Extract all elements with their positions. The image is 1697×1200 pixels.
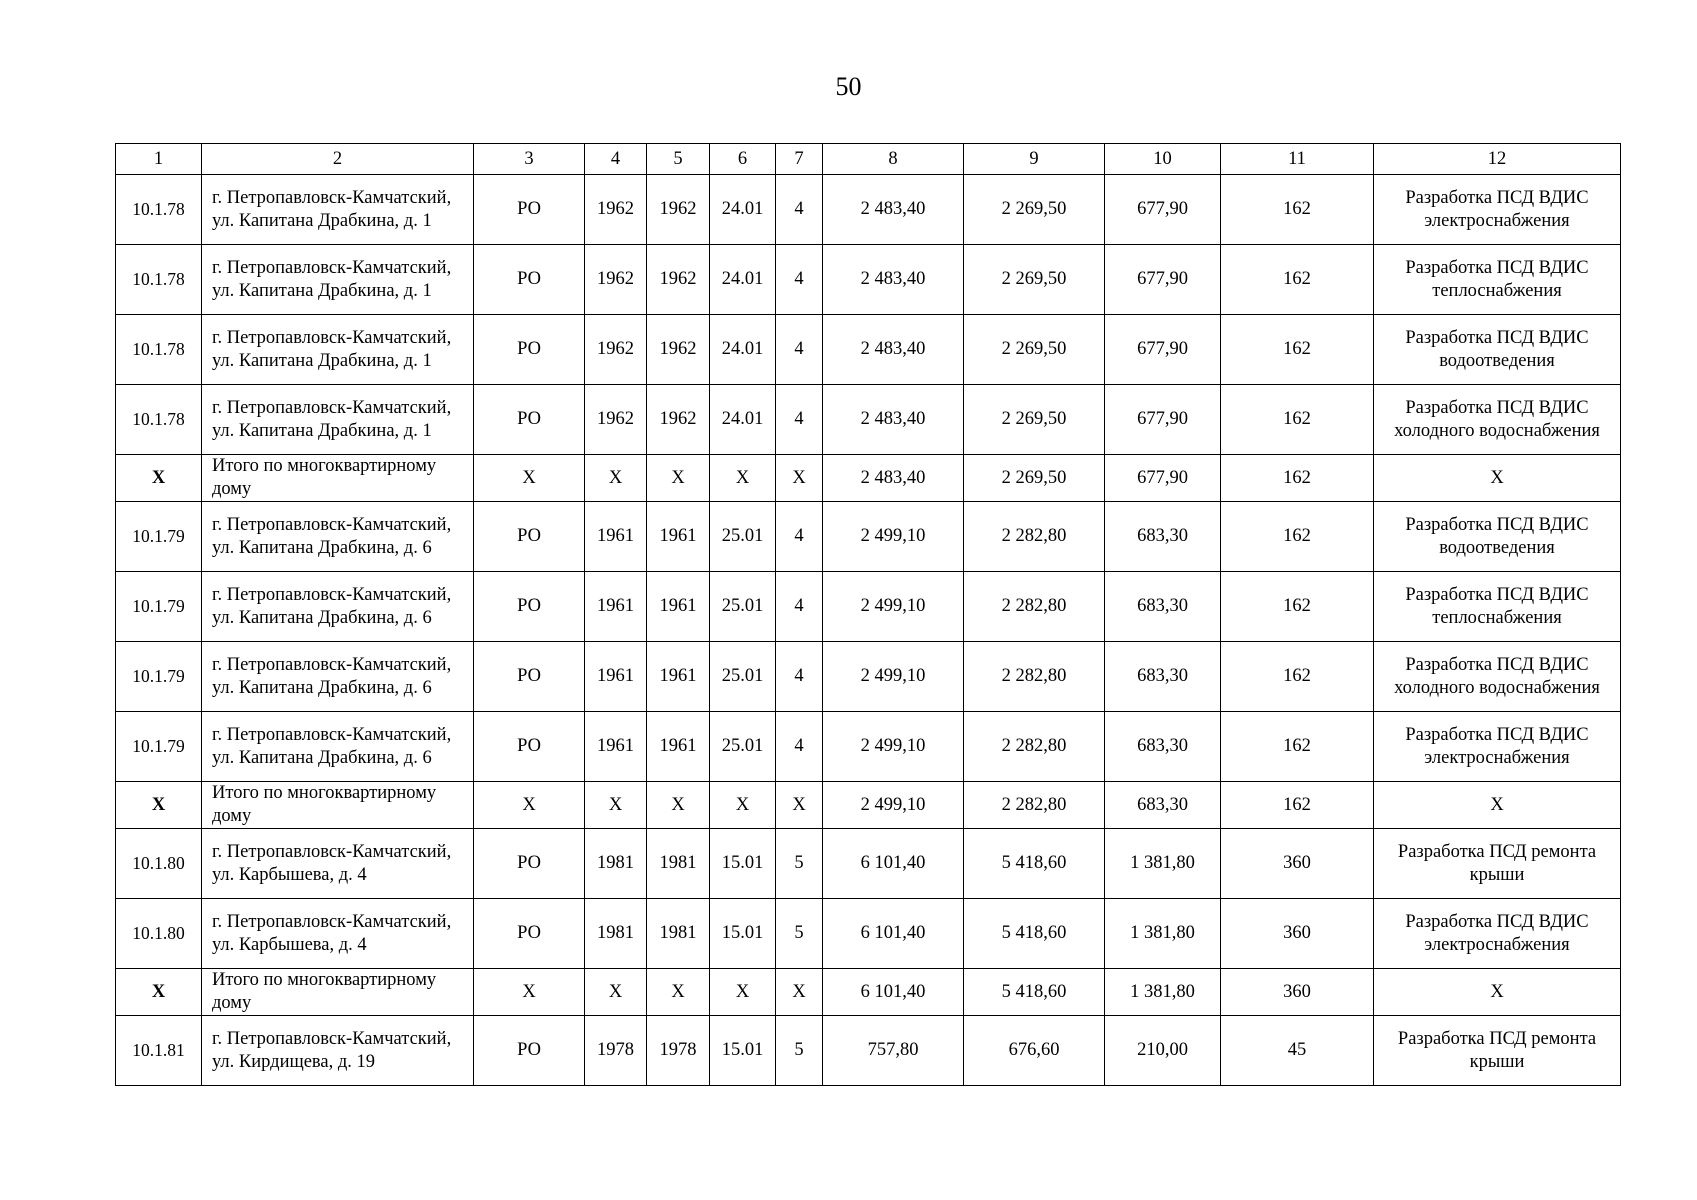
cell-year-commissioned: 1962 [647,315,710,385]
table-row [116,572,1621,642]
table-row [116,1016,1621,1086]
cell-nonresidential-area: 677,90 [1105,455,1221,502]
cell-total-area: 6 101,40 [823,829,964,899]
cell-item-number: 10.1.78 [116,175,202,245]
cell-nonresidential-area: 677,90 [1105,245,1221,315]
cell-year-commissioned: 1978 [647,1016,710,1086]
cell-code: X [710,455,776,502]
cell-nonresidential-area: 683,30 [1105,782,1221,829]
column-header-year-commissioned: 5 [647,144,710,175]
cell-address: Итого по многоквартирному дому [202,782,474,829]
cell-nonresidential-area: 683,30 [1105,712,1221,782]
cell-residents: 162 [1221,642,1374,712]
cell-year-built: 1961 [585,712,647,782]
cell-year-commissioned: 1961 [647,502,710,572]
cell-total-area: 2 499,10 [823,782,964,829]
cell-residents: 162 [1221,572,1374,642]
cell-code: 24.01 [710,315,776,385]
cell-code: 24.01 [710,245,776,315]
cell-code: 15.01 [710,1016,776,1086]
cell-residents: 45 [1221,1016,1374,1086]
cell-work-description: Разработка ПСД ВДИС водоотведения [1374,502,1621,572]
cell-address: г. Петропавловск-Камчатский, ул. Капитана Драбкина, д. 6 [202,502,474,572]
cell-address: г. Петропавловск-Камчатский, ул. Капитана Драбкина, д. 6 [202,712,474,782]
cell-item-number: 10.1.79 [116,502,202,572]
cell-residents: 162 [1221,712,1374,782]
cell-floors: X [776,782,823,829]
cell-residents: 162 [1221,175,1374,245]
total-row [116,455,1621,502]
cell-living-area: 676,60 [964,1016,1105,1086]
cell-living-area: 2 269,50 [964,315,1105,385]
cell-type: РО [474,175,585,245]
cell-address: Итого по многоквартирному дому [202,455,474,502]
table-row [116,502,1621,572]
cell-total-area: 2 499,10 [823,642,964,712]
cell-work-description: Разработка ПСД ВДИС электроснабжения [1374,899,1621,969]
cell-total-area: 2 483,40 [823,315,964,385]
registry-table [115,143,1621,1086]
cell-type: РО [474,829,585,899]
cell-work-description: Разработка ПСД ВДИС электроснабжения [1374,712,1621,782]
cell-residents: 360 [1221,899,1374,969]
cell-work-description: Разработка ПСД ВДИС холодного водоснабжения [1374,385,1621,455]
cell-nonresidential-area: 677,90 [1105,385,1221,455]
cell-residents: 360 [1221,969,1374,1016]
cell-type: РО [474,502,585,572]
cell-floors: 4 [776,642,823,712]
cell-living-area: 5 418,60 [964,899,1105,969]
total-row [116,782,1621,829]
column-header-nonresidential-area: 10 [1105,144,1221,175]
cell-year-commissioned: 1962 [647,385,710,455]
cell-code: 24.01 [710,385,776,455]
cell-type: РО [474,642,585,712]
cell-address: г. Петропавловск-Камчатский, ул. Кирдищева, д. 19 [202,1016,474,1086]
cell-residents: 162 [1221,385,1374,455]
cell-type: РО [474,245,585,315]
cell-work-description: X [1374,969,1621,1016]
cell-code: 15.01 [710,829,776,899]
cell-year-commissioned: X [647,455,710,502]
cell-floors: 4 [776,245,823,315]
cell-total-area: 2 499,10 [823,712,964,782]
cell-floors: X [776,969,823,1016]
cell-nonresidential-area: 1 381,80 [1105,899,1221,969]
cell-year-commissioned: X [647,782,710,829]
cell-living-area: 2 269,50 [964,245,1105,315]
table-row [116,642,1621,712]
table-row [116,315,1621,385]
cell-year-built: 1961 [585,572,647,642]
cell-year-built: 1962 [585,385,647,455]
cell-year-built: 1961 [585,502,647,572]
cell-living-area: 2 269,50 [964,385,1105,455]
cell-floors: 5 [776,1016,823,1086]
column-header-residents: 11 [1221,144,1374,175]
cell-floors: 4 [776,502,823,572]
table-row [116,175,1621,245]
cell-residents: 360 [1221,829,1374,899]
cell-code: 25.01 [710,502,776,572]
column-header-year-built: 4 [585,144,647,175]
cell-item-number: 10.1.78 [116,245,202,315]
cell-address: Итого по многоквартирному дому [202,969,474,1016]
cell-residents: 162 [1221,245,1374,315]
cell-item-number: 10.1.79 [116,572,202,642]
cell-living-area: 2 269,50 [964,175,1105,245]
cell-living-area: 5 418,60 [964,829,1105,899]
cell-nonresidential-area: 683,30 [1105,572,1221,642]
page-number: 50 [835,72,862,101]
cell-work-description: X [1374,455,1621,502]
cell-code: X [710,782,776,829]
cell-nonresidential-area: 683,30 [1105,502,1221,572]
cell-total-area: 2 499,10 [823,502,964,572]
column-header-item-number: 1 [116,144,202,175]
cell-year-built: 1978 [585,1016,647,1086]
cell-floors: 4 [776,712,823,782]
cell-total-area: 6 101,40 [823,899,964,969]
cell-type: РО [474,385,585,455]
cell-work-description: Разработка ПСД ВДИС электроснабжения [1374,175,1621,245]
cell-item-number: 10.1.79 [116,712,202,782]
cell-address: г. Петропавловск-Камчатский, ул. Капитана Драбкина, д. 1 [202,175,474,245]
cell-item-number: X [116,455,202,502]
cell-year-commissioned: 1981 [647,829,710,899]
cell-year-built: 1961 [585,642,647,712]
cell-year-built: X [585,782,647,829]
column-header-living-area: 9 [964,144,1105,175]
cell-code: X [710,969,776,1016]
cell-total-area: 757,80 [823,1016,964,1086]
cell-type: РО [474,572,585,642]
cell-item-number: 10.1.79 [116,642,202,712]
cell-floors: 4 [776,175,823,245]
cell-code: 15.01 [710,899,776,969]
cell-living-area: 2 269,50 [964,455,1105,502]
cell-nonresidential-area: 1 381,80 [1105,969,1221,1016]
cell-living-area: 2 282,80 [964,712,1105,782]
cell-work-description: Разработка ПСД ремонта крыши [1374,829,1621,899]
cell-floors: 4 [776,315,823,385]
cell-total-area: 2 483,40 [823,385,964,455]
cell-year-built: 1962 [585,175,647,245]
cell-address: г. Петропавловск-Камчатский, ул. Капитана Драбкина, д. 1 [202,315,474,385]
cell-year-built: 1962 [585,245,647,315]
cell-item-number: X [116,782,202,829]
cell-item-number: 10.1.80 [116,899,202,969]
table-row [116,829,1621,899]
cell-address: г. Петропавловск-Камчатский, ул. Капитана Драбкина, д. 1 [202,385,474,455]
cell-total-area: 2 499,10 [823,572,964,642]
cell-residents: 162 [1221,455,1374,502]
table-row [116,385,1621,455]
cell-type: РО [474,1016,585,1086]
header-row [116,144,1621,175]
cell-total-area: 2 483,40 [823,245,964,315]
cell-type: РО [474,315,585,385]
cell-item-number: 10.1.78 [116,385,202,455]
cell-address: г. Петропавловск-Камчатский, ул. Капитана Драбкина, д. 1 [202,245,474,315]
cell-living-area: 2 282,80 [964,782,1105,829]
cell-floors: 5 [776,899,823,969]
cell-year-commissioned: 1962 [647,175,710,245]
cell-work-description: Разработка ПСД ВДИС водоотведения [1374,315,1621,385]
cell-address: г. Петропавловск-Камчатский, ул. Капитана Драбкина, д. 6 [202,572,474,642]
cell-year-commissioned: X [647,969,710,1016]
cell-floors: 4 [776,385,823,455]
cell-type: РО [474,899,585,969]
column-header-work-description: 12 [1374,144,1621,175]
column-header-code: 6 [710,144,776,175]
column-header-floors: 7 [776,144,823,175]
cell-year-built: X [585,969,647,1016]
cell-total-area: 6 101,40 [823,969,964,1016]
cell-work-description: Разработка ПСД ремонта крыши [1374,1016,1621,1086]
cell-nonresidential-area: 210,00 [1105,1016,1221,1086]
cell-living-area: 2 282,80 [964,572,1105,642]
cell-residents: 162 [1221,502,1374,572]
table-row [116,712,1621,782]
cell-year-built: 1981 [585,899,647,969]
cell-address: г. Петропавловск-Камчатский, ул. Карбышева, д. 4 [202,829,474,899]
table-row [116,899,1621,969]
cell-living-area: 2 282,80 [964,642,1105,712]
cell-item-number: X [116,969,202,1016]
cell-code: 25.01 [710,712,776,782]
cell-type: X [474,782,585,829]
cell-nonresidential-area: 677,90 [1105,315,1221,385]
column-header-type: 3 [474,144,585,175]
cell-living-area: 5 418,60 [964,969,1105,1016]
cell-residents: 162 [1221,782,1374,829]
cell-work-description: Разработка ПСД ВДИС холодного водоснабжения [1374,642,1621,712]
cell-year-commissioned: 1961 [647,572,710,642]
cell-total-area: 2 483,40 [823,455,964,502]
cell-type: РО [474,712,585,782]
cell-floors: 4 [776,572,823,642]
cell-year-commissioned: 1962 [647,245,710,315]
table-row [116,245,1621,315]
cell-work-description: Разработка ПСД ВДИС теплоснабжения [1374,572,1621,642]
cell-item-number: 10.1.81 [116,1016,202,1086]
cell-nonresidential-area: 677,90 [1105,175,1221,245]
cell-year-commissioned: 1961 [647,712,710,782]
cell-item-number: 10.1.80 [116,829,202,899]
cell-year-commissioned: 1961 [647,642,710,712]
cell-residents: 162 [1221,315,1374,385]
cell-code: 25.01 [710,572,776,642]
cell-code: 25.01 [710,642,776,712]
column-header-address: 2 [202,144,474,175]
total-row [116,969,1621,1016]
cell-living-area: 2 282,80 [964,502,1105,572]
cell-year-built: 1981 [585,829,647,899]
cell-address: г. Петропавловск-Камчатский, ул. Карбышева, д. 4 [202,899,474,969]
cell-work-description: Разработка ПСД ВДИС теплоснабжения [1374,245,1621,315]
cell-work-description: X [1374,782,1621,829]
cell-floors: 5 [776,829,823,899]
cell-total-area: 2 483,40 [823,175,964,245]
cell-nonresidential-area: 683,30 [1105,642,1221,712]
cell-address: г. Петропавловск-Камчатский, ул. Капитана Драбкина, д. 6 [202,642,474,712]
cell-year-built: X [585,455,647,502]
cell-code: 24.01 [710,175,776,245]
cell-item-number: 10.1.78 [116,315,202,385]
cell-floors: X [776,455,823,502]
cell-type: X [474,455,585,502]
cell-nonresidential-area: 1 381,80 [1105,829,1221,899]
cell-type: X [474,969,585,1016]
cell-year-built: 1962 [585,315,647,385]
column-header-total-area: 8 [823,144,964,175]
cell-year-commissioned: 1981 [647,899,710,969]
